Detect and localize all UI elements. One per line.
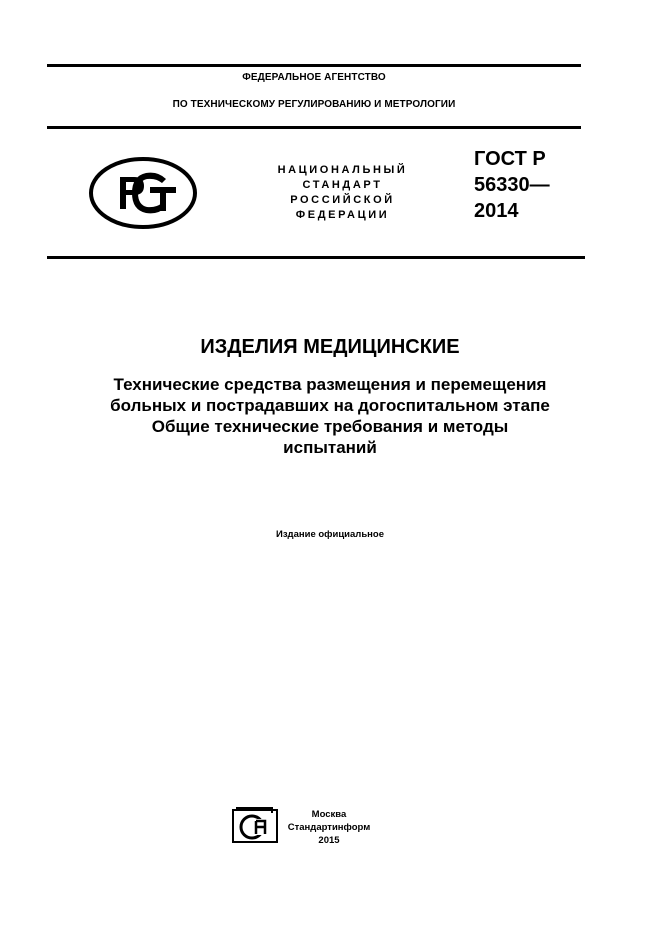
top-divider (47, 64, 581, 67)
standartinform-logo-icon (232, 807, 278, 843)
national-line: СТАНДАРТ (302, 179, 383, 191)
agency-name-line-2: ПО ТЕХНИЧЕСКОМУ РЕГУЛИРОВАНИЮ И МЕТРОЛОГИИ (172, 99, 456, 110)
standard-block-divider (47, 256, 585, 259)
header-divider (47, 126, 581, 129)
agency-name-line-1: ФЕДЕРАЛЬНОЕ АГЕНТСТВО (242, 72, 386, 83)
gost-designation (474, 146, 550, 224)
subtitle-line: больных и пострадавших на догоспитальном этапе (110, 396, 550, 415)
subtitle-line: Общие технические требования и методы (151, 417, 509, 436)
gost-line: 2014 (474, 200, 519, 222)
rst-certification-mark-icon (88, 157, 198, 229)
document-subtitle (37, 374, 623, 458)
publication-year: 2015 (318, 835, 340, 846)
gost-line: 56330— (474, 174, 550, 196)
subtitle-line: испытаний (283, 438, 377, 457)
national-line: РОССИЙСКОЙ (290, 194, 395, 206)
publisher-city: Москва (311, 809, 347, 820)
national-line: НАЦИОНАЛЬНЫЙ (277, 164, 408, 176)
national-standard-label (255, 163, 430, 223)
gost-line: ГОСТ Р (474, 148, 546, 170)
subtitle-line: Технические средства размещения и перемещения (113, 375, 547, 394)
publisher-name: Стандартинформ (287, 822, 371, 833)
publisher-info (283, 808, 375, 847)
edition-label: Издание официальное (276, 529, 384, 540)
document-title: ИЗДЕЛИЯ МЕДИЦИНСКИЕ (200, 336, 460, 358)
national-line: ФЕДЕРАЦИИ (295, 209, 390, 221)
